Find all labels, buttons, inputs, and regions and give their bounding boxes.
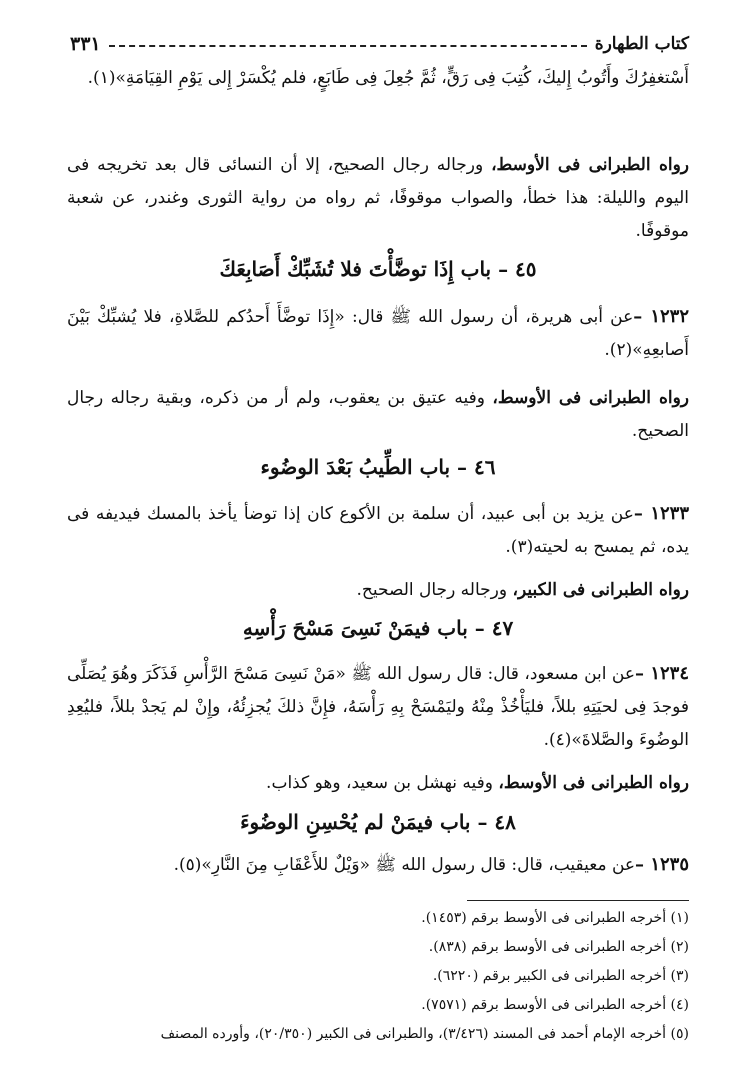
footnote-separator: [467, 900, 689, 901]
hadith-text: عن ابن مسعود، قال: قال رسول الله ﷺ «مَنْ نَسِىَ مَسْحَ الرَّأْسِ فَذَكَرَ وهُوَ يُصَلِّى فوجدَ فِى لحيَتِهِ بللاً، فليَأْخُذْ مِنْهُ وليَمْسَحْ بِهِ رَأْسَهُ، فإِنَّ ذلكَ يُجزِئُهُ، وإِنْ لم يَجدْ بللاً، فليُعِدِ الوضُوءَ والصَّلاةَ»(٤).: [67, 664, 689, 750]
hadith-number: ١٢٣٤ –: [635, 663, 689, 684]
takhrij-paragraph-3: [67, 574, 689, 607]
takhrij-text: ورجاله رجال الصحيح، إلا أن النسائى قال بعد تخريجه فى اليوم والليلة: هذا خطأ، والصواب موقوفًا، ثم رواه من رواية الثورى وغندر، عن شعبة موقوفًا.: [67, 155, 689, 241]
header-dashed-rule: [109, 45, 587, 47]
takhrij-text: ورجاله رجال الصحيح.: [356, 580, 513, 600]
running-header: [70, 30, 689, 58]
chapter-heading-46: ٤٦ – باب الطِّيبُ بَعْدَ الوضُوء: [260, 455, 496, 479]
page-number: ٣٣١: [70, 33, 101, 55]
hadith-text: عن أبى هريرة، أن رسول الله ﷺ قال: «إِذَا توضَّأَ أَحدُكم للصَّلاةِ، فلا يُشبِّكْ بَيْنَ أَصابعِهِ»(٢).: [67, 307, 689, 360]
chapter-heading-48: ٤٨ – باب فيمَنْ لم يُحْسِنِ الوضُوءَ: [240, 810, 516, 834]
hadith-text: عن معيقيب، قال: قال رسول الله ﷺ «وَيْلٌ للأَعْقَابِ مِنَ النَّارِ»(٥).: [173, 855, 636, 875]
chapter-heading-45: ٤٥ – باب إِذَا توضَّأْتَ فلا تُشَبِّكْ أَصَابِعَكَ: [219, 257, 537, 281]
takhrij-text: وفيه نهشل بن سعيد، وهو كذاب.: [266, 773, 499, 793]
hadith-continuation: أَسْتغفِرُكَ وأَتُوبُ إِليكَ، كُتِبَ فِى رَقٍّ، ثُمَّ جُعِلَ فِى طَابَعٍ، فلم يُكْسَرْ إِلى يَوْمِ القِيَامَةِ»(١).: [87, 68, 689, 88]
hadith-number: ١٢٣٢ –: [633, 306, 689, 327]
takhrij-paragraph-2: [67, 382, 689, 448]
book-section-title: كتاب الطهارة: [594, 34, 689, 54]
takhrij-paragraph-4: [67, 767, 689, 800]
footnote-2: (٢) أخرجه الطبرانى فى الأوسط برقم (٨٣٨).: [428, 939, 689, 955]
hadith-1235: [67, 848, 689, 882]
footnote-4: (٤) أخرجه الطبرانى فى الأوسط برقم (٧٥٧١).: [421, 997, 689, 1013]
chapter-heading-47: ٤٧ – باب فيمَنْ نَسِىَ مَسْحَ رَأْسِهِ: [242, 616, 514, 640]
hadith-number: ١٢٣٣ –: [633, 503, 689, 524]
hadith-1232: [67, 300, 689, 367]
hadith-number: ١٢٣٥ –: [635, 854, 689, 875]
hadith-1234: [67, 657, 689, 757]
hadith-1233: [67, 497, 689, 564]
takhrij-lead: رواه الطبرانى فى الأوسط،: [491, 155, 689, 175]
takhrij-text: وفيه عتيق بن يعقوب، ولم أر من ذكره، وبقية رجاله رجال الصحيح.: [67, 388, 689, 441]
takhrij-paragraph-1: [67, 149, 689, 248]
takhrij-lead: رواه الطبرانى فى الكبير،: [512, 580, 689, 600]
footnote-5: (٥) أخرجه الإمام أحمد فى المسند (٣/٤٢٦)، والطبرانى فى الكبير (٢٠/٣٥٠)، وأورده المصنف: [160, 1026, 689, 1042]
hadith-text: عن يزيد بن أبى عبيد، أن سلمة بن الأكوع كان إذا توضأ يأخذ بالمسك فيديفه فى يده، ثم يمسح به لحيته(٣).: [67, 504, 689, 557]
takhrij-lead: رواه الطبرانى فى الأوسط،: [498, 773, 689, 793]
footnote-1: (١) أخرجه الطبرانى فى الأوسط برقم (١٤٥٣).: [421, 910, 689, 926]
takhrij-lead: رواه الطبرانى فى الأوسط،: [492, 388, 689, 408]
footnote-3: (٣) أخرجه الطبرانى فى الكبير برقم (٦٢٢٠).: [432, 968, 689, 984]
